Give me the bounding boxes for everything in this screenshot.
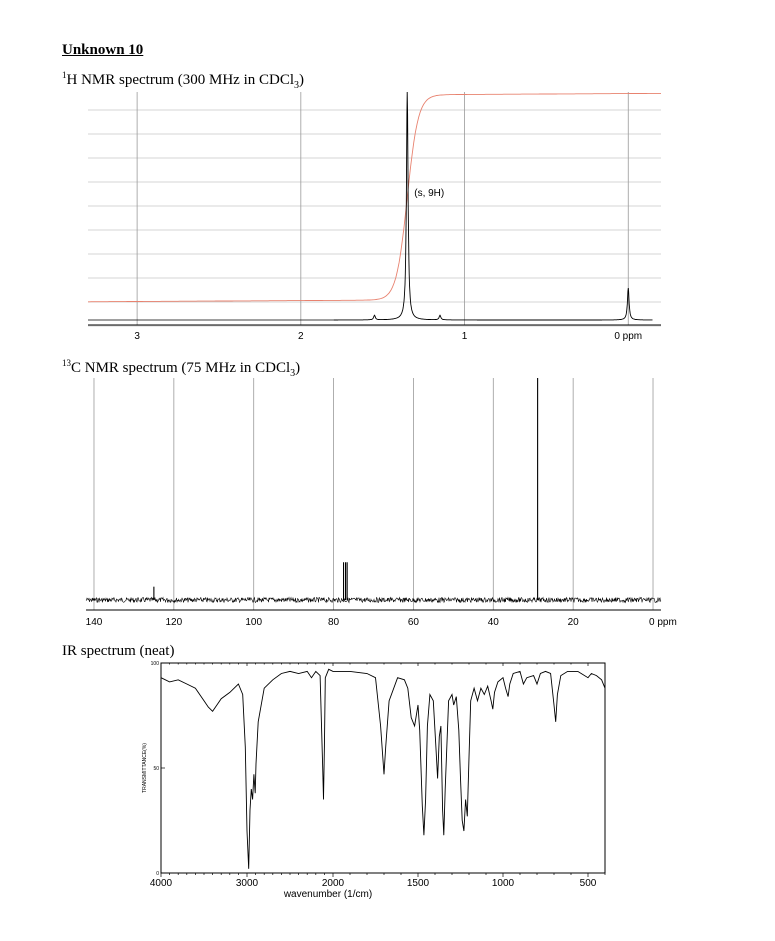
c-nmr-tick-label: 120 — [165, 617, 183, 628]
c-nmr-caption-sup: 13 — [62, 358, 71, 368]
h-nmr-tick-label: 3 — [134, 331, 140, 342]
ir-x-tick-label: 500 — [579, 878, 597, 889]
h-nmr-integral-curve — [88, 93, 661, 301]
h-nmr-caption-end: ) — [299, 72, 304, 88]
ir-spectrum-trace — [161, 669, 605, 869]
h-nmr-tick-label: 2 — [298, 331, 304, 342]
h-nmr-tick-label: 1 — [461, 331, 468, 342]
ir-y-tick-label: 50 — [153, 766, 159, 772]
ir-x-tick-label: 4000 — [149, 878, 173, 889]
c-nmr-tick-label: 80 — [328, 617, 340, 628]
ir-x-tick-label: 3000 — [235, 878, 259, 889]
ir-x-tick-label: 1000 — [491, 878, 515, 889]
ir-y-tick-label: 0 — [156, 871, 159, 877]
c-nmr-noise-baseline — [86, 598, 661, 603]
h-nmr-caption-sub: 3 — [294, 80, 299, 91]
unknown-title: Unknown 10 — [62, 42, 144, 58]
ir-x-tick-label: 1500 — [406, 878, 430, 889]
c-nmr-caption-sub: 3 — [290, 368, 296, 379]
h-nmr-caption-text: H NMR spectrum (300 MHz in CDCl — [66, 72, 294, 88]
c-nmr-caption-text: C NMR spectrum (75 MHz in CDCl — [71, 360, 291, 376]
ir-x-axis-label: wavenumber (1/cm) — [283, 889, 373, 900]
c-nmr-tick-label: 40 — [487, 617, 499, 628]
h-nmr-peak-label: (s, 9H) — [414, 188, 445, 199]
h-nmr-tick-label: 0 ppm — [614, 331, 643, 342]
c-nmr-tick-label: 100 — [245, 617, 263, 628]
c-nmr-caption-end: ) — [295, 360, 301, 376]
ir-x-tick-label: 2000 — [321, 878, 345, 889]
ir-y-tick-label: 100 — [150, 661, 159, 667]
c-nmr-tick-label: 20 — [567, 617, 579, 628]
ir-y-axis-label: TRANSMITTANCE(%) — [142, 743, 148, 793]
c-nmr-tick-label: 60 — [407, 617, 419, 628]
c-nmr-tick-label: 0 ppm — [649, 617, 677, 628]
h-nmr-caption-sup: 1 — [62, 70, 67, 80]
c-nmr-tick-label: 140 — [85, 617, 103, 628]
ir-caption: IR spectrum (neat) — [62, 643, 175, 659]
